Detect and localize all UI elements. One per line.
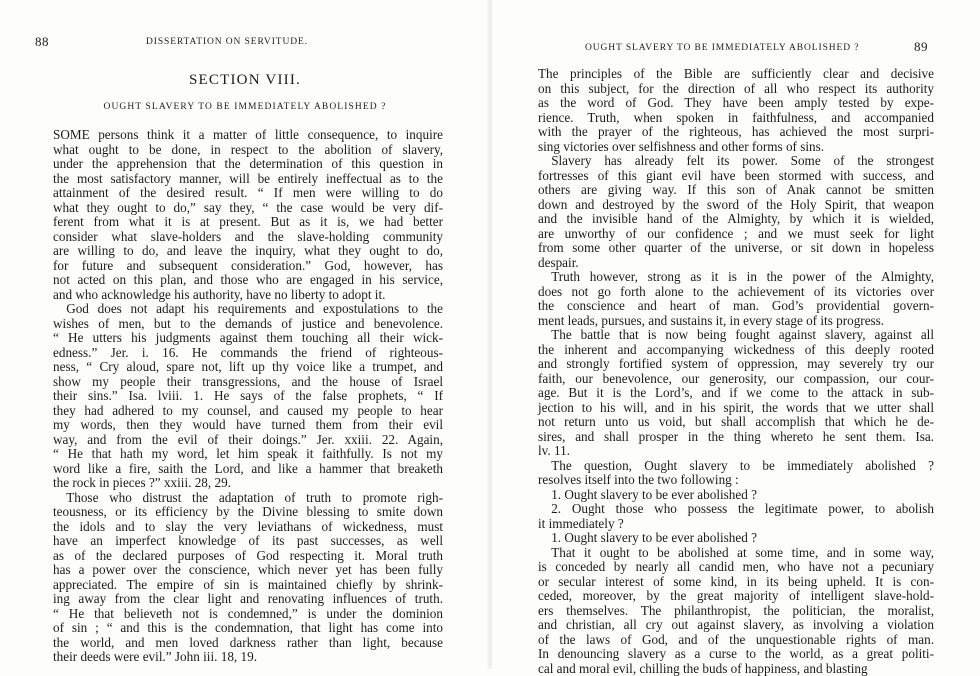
- text-line: what they ought to do,” say they, “ the case would be very dif-: [53, 201, 443, 216]
- right-body-text: [538, 67, 934, 676]
- text-line: ferent from what it is at present. But as it is, we had better: [53, 215, 443, 230]
- text-line: way, and from the evil of their doings.” Jer. xxiii. 22. Again,: [53, 433, 443, 448]
- text-line: consider what slave-holders and the slave-holding community: [53, 230, 443, 245]
- text-line: despair.: [538, 256, 934, 271]
- section-subheading: OUGHT SLAVERY TO BE IMMEDIATELY ABOLISHED ?: [0, 102, 490, 112]
- text-line: The question, Ought slavery to be immediately abolished ?: [538, 459, 934, 474]
- left-page: [0, 0, 490, 669]
- text-line: and christian, all cry out against slavery, as involving a violation: [538, 618, 934, 633]
- text-line: “ He that hath my word, let him speak it faithfully. Is not my: [53, 447, 443, 462]
- text-line: ment leads, pursues, and sustains it, in every stage of its progress.: [538, 314, 934, 329]
- text-line: show my people their transgressions, and the house of Israel: [53, 375, 443, 390]
- text-line: resolves itself into the two following :: [538, 473, 934, 488]
- text-line: the conscience and heart of man. God’s providential govern-: [538, 299, 934, 314]
- text-line: That it ought to be abolished at some time, and in some way,: [538, 546, 934, 561]
- text-line: “ He utters his judgments against them touching all their wick-: [53, 331, 443, 346]
- text-line: ness, “ Cry aloud, spare not, lift up thy voice like a trumpet, and: [53, 360, 443, 375]
- text-line: is conceded by nearly all candid men, who have not a pecuniary: [538, 560, 934, 575]
- text-line: has a power over the conscience, which never yet has been fully: [53, 563, 443, 578]
- text-line: not acted on this plan, and those who are engaged in his service,: [53, 273, 443, 288]
- text-line: Slavery has already felt its power. Some of the strongest: [538, 154, 934, 169]
- text-line: are unworthy of our confidence ; and we must seek for light: [538, 227, 934, 242]
- right-page: [490, 0, 980, 669]
- text-line: appreciated. The empire of sin is maintained chiefly by shrink-: [53, 578, 443, 593]
- text-line: 2. Ought those who possess the legitimate power, to abolish: [538, 502, 934, 517]
- text-line: 1. Ought slavery to be ever abolished ?: [538, 488, 934, 503]
- text-line: their sins.” Isa. lviii. 1. He says of the false prophets, “ If: [53, 389, 443, 404]
- text-line: of the laws of God, and of the unquestionable rights of man.: [538, 633, 934, 648]
- text-line: what ought to be done, in respect to the abolition of slavery,: [53, 143, 443, 158]
- text-line: wishes of men, but to the demands of justice and benevolence.: [53, 317, 443, 332]
- text-line: attainment of the desired result. “ If men were willing to do: [53, 186, 443, 201]
- text-line: God does not adapt his requirements and expostulations to the: [53, 302, 443, 317]
- text-line: The principles of the Bible are sufficiently clear and decisive: [538, 67, 934, 82]
- text-line: sing victories over selfishness and other forms of sins.: [538, 140, 934, 155]
- running-head: OUGHT SLAVERY TO BE IMMEDIATELY ABOLISHED ?: [585, 43, 859, 53]
- text-line: word like a fire, saith the Lord, and like a hammer that breaketh: [53, 462, 443, 477]
- text-line: ceded, moreover, by the great majority of intelligent slave-hold-: [538, 589, 934, 604]
- text-line: the rock in pieces ?” xxiii. 28, 29.: [53, 476, 443, 491]
- text-line: as the word of God. They have been amply tested by expe-: [538, 96, 934, 111]
- text-line: 1. Ought slavery to be ever abolished ?: [538, 531, 934, 546]
- page-number: 89: [914, 39, 928, 55]
- running-head: DISSERTATION ON SERVITUDE.: [146, 37, 308, 47]
- text-line: it immediately ?: [538, 517, 934, 532]
- text-line: lv. 11.: [538, 444, 934, 459]
- text-line: and the invisible hand of the Almighty, by which it is wielded,: [538, 212, 934, 227]
- text-line: Truth however, strong as it is in the power of the Almighty,: [538, 270, 934, 285]
- text-line: does not go forth alone to the achievement of its victories over: [538, 285, 934, 300]
- text-line: sires, and shall prosper in the thing whereto he sent them. Isa.: [538, 430, 934, 445]
- text-line: the most satisfactory manner, will be entirely ineffectual as to the: [53, 172, 443, 187]
- text-line: and strongly fortified system of oppression, may severely try our: [538, 357, 934, 372]
- text-line: have an imperfect knowledge of its past successes, as well: [53, 534, 443, 549]
- text-line: under the apprehension that the determination of this question in: [53, 157, 443, 172]
- text-line: fortresses of this giant evil have been stormed with success, and: [538, 169, 934, 184]
- text-line: ers themselves. The philanthropist, the politician, the moralist,: [538, 604, 934, 619]
- text-line: or secular interest of some kind, in its being upheld. It is con-: [538, 575, 934, 590]
- text-line: faith, our benevolence, our generosity, our compassion, our cour-: [538, 372, 934, 387]
- page-number: 88: [35, 34, 49, 50]
- text-line: their deeds were evil.” John iii. 18, 19.: [53, 650, 443, 665]
- text-line: edness.” Jer. i. 16. He commands the friend of righteous-: [53, 346, 443, 361]
- text-line: with the prayer of the righteous, has achieved the most surpri-: [538, 125, 934, 140]
- text-line: others are giving way. If this son of Anak cannot be smitten: [538, 183, 934, 198]
- text-line: SOME persons think it a matter of little consequence, to inquire: [53, 128, 443, 143]
- text-line: jection to his will, and in his spirit, the words that we utter shall: [538, 401, 934, 416]
- text-line: from some other quarter of the universe, or sit down in hopeless: [538, 241, 934, 256]
- text-line: cal and moral evil, chilling the buds of happiness, and blasting: [538, 662, 934, 676]
- text-line: as of the declared purposes of God respecting it. Moral truth: [53, 549, 443, 564]
- text-line: not return unto us void, but shall accomplish that which he de-: [538, 415, 934, 430]
- text-line: the world, and men loved darkness rather than light, because: [53, 636, 443, 651]
- text-line: ing away from the clear light and renovating influences of truth.: [53, 592, 443, 607]
- text-line: they had adhered to my counsel, and caused my people to hear: [53, 404, 443, 419]
- text-line: on this subject, for the direction of all who respect its authority: [538, 82, 934, 97]
- text-line: the idols and to slay the very leviathans of wickedness, must: [53, 520, 443, 535]
- text-line: In denouncing slavery as a curse to the world, as a great politi-: [538, 647, 934, 662]
- text-line: for future and subsequent consideration.” God, however, has: [53, 259, 443, 274]
- text-line: Those who distrust the adaptation of truth to promote righ-: [53, 491, 443, 506]
- section-heading: SECTION VIII.: [0, 72, 490, 89]
- text-line: down and destroyed by the sword of the Holy Spirit, that weapon: [538, 198, 934, 213]
- text-line: my words, then they would have turned them from their evil: [53, 418, 443, 433]
- text-line: “ He that believeth not is condemned,” is under the dominion: [53, 607, 443, 622]
- text-line: The battle that is now being fought against slavery, against all: [538, 328, 934, 343]
- text-line: rience. Truth, when spoken in faithfulness, and accompanied: [538, 111, 934, 126]
- text-line: are willing to do, and leave the inquiry, what they ought to do,: [53, 244, 443, 259]
- text-line: and who acknowledge his authority, have no liberty to adopt it.: [53, 288, 443, 303]
- text-line: teousness, or its efficiency by the Divine blessing to smite down: [53, 505, 443, 520]
- left-body-text: [53, 128, 443, 665]
- text-line: age. But it is the Lord’s, and if we come to the attack in sub-: [538, 386, 934, 401]
- text-line: of sin ; “ and this is the condemnation, that light has come into: [53, 621, 443, 636]
- text-line: the inherent and accompanying wickedness of this deeply rooted: [538, 343, 934, 358]
